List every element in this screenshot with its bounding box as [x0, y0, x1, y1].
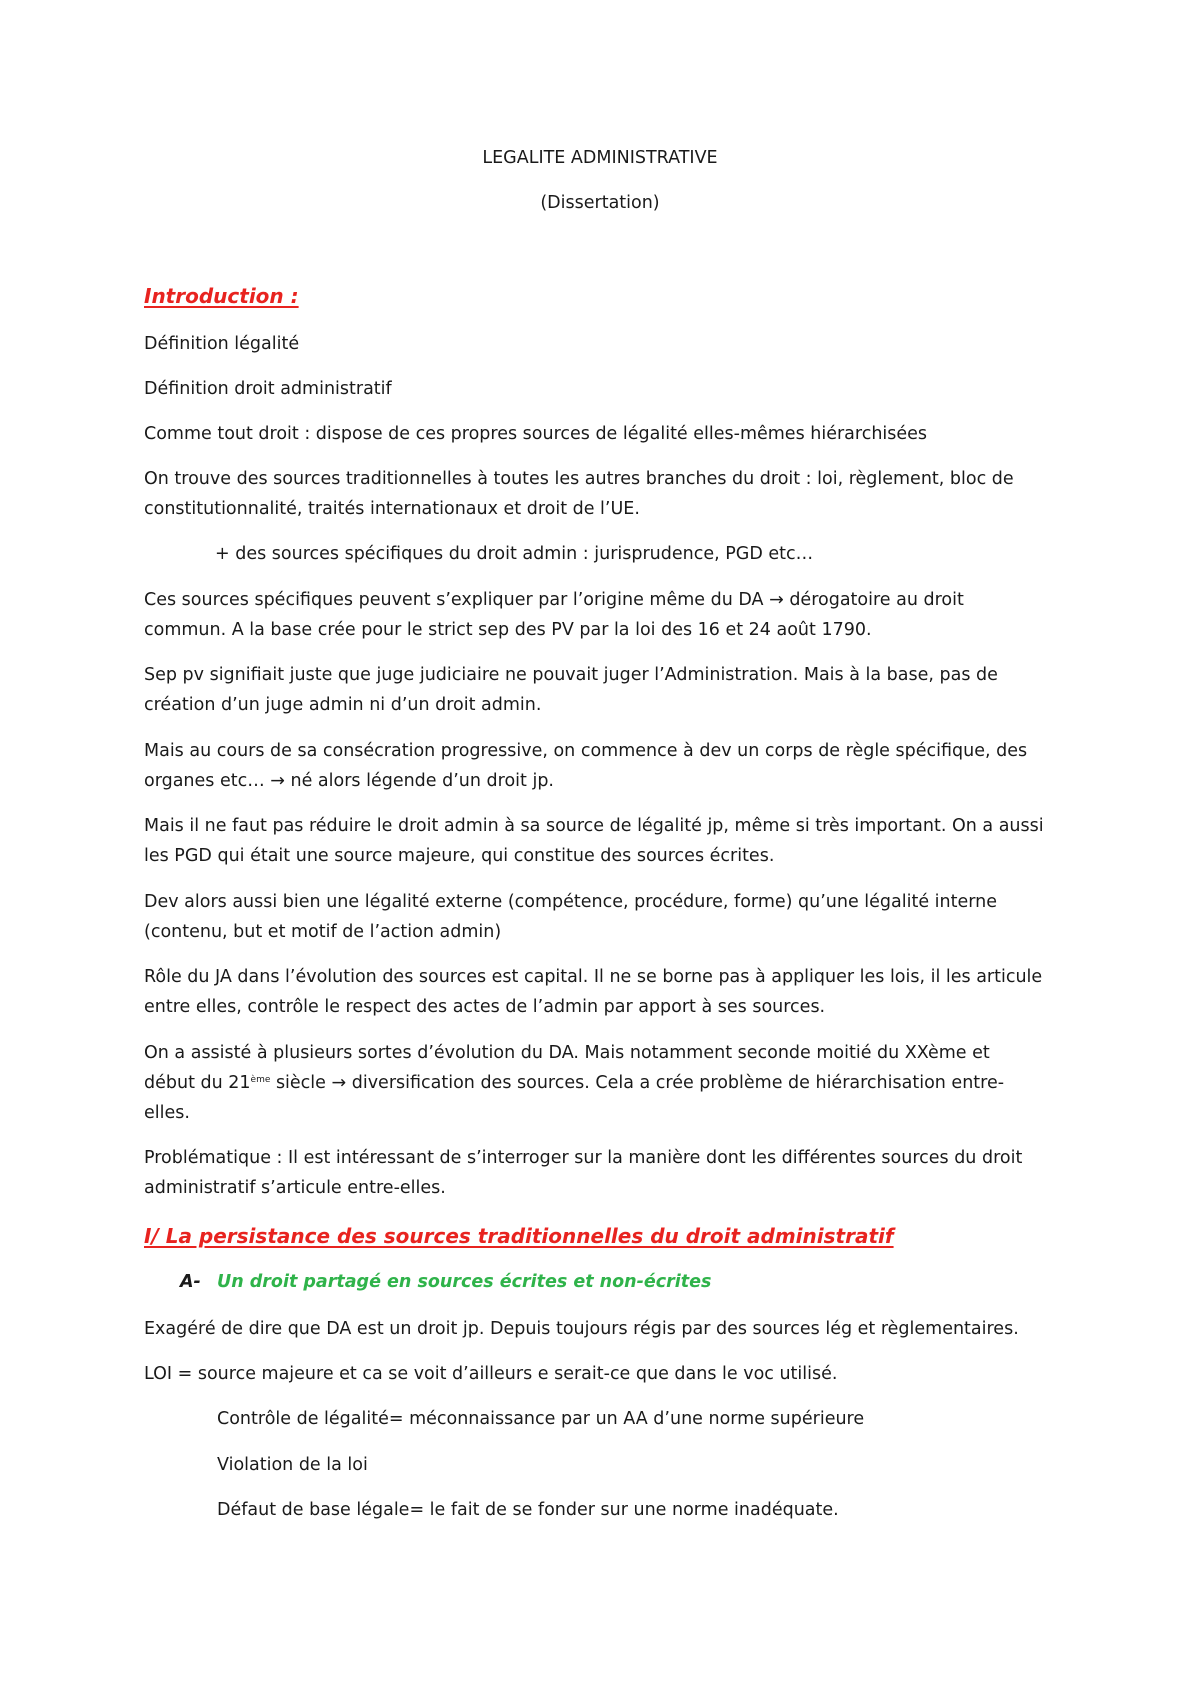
- superscript: ème: [250, 1075, 271, 1085]
- intro-line: Définition légalité: [144, 334, 300, 354]
- document-title: LEGALITE ADMINISTRATIVE: [482, 148, 718, 168]
- subsection-title: Un droit partagé en sources écrites et non-écrites: [217, 1272, 712, 1292]
- subsection-marker: A-: [180, 1272, 201, 1292]
- intro-line-part: siècle → diversification des sources. Cela a crée problème de hiérarchisation entre-: [270, 1073, 1005, 1093]
- intro-line: Ces sources spécifiques peuvent s’expliquer par l’origine même du DA → dérogatoire au droit: [144, 590, 964, 610]
- intro-line: Sep pv signifiait juste que juge judiciaire ne pouvait juger l’Administration. Mais à la base, pas de: [144, 665, 998, 685]
- section-line-indented: Défaut de base légale= le fait de se fonder sur une norme inadéquate.: [217, 1500, 839, 1520]
- intro-line: [144, 1073, 1004, 1093]
- intro-line: (contenu, but et motif de l’action admin): [144, 922, 502, 942]
- intro-line: Rôle du JA dans l’évolution des sources est capital. Il ne se borne pas à appliquer les lois, il les articule: [144, 967, 1043, 987]
- intro-line-indented: + des sources spécifiques du droit admin : jurisprudence, PGD etc…: [215, 544, 814, 564]
- intro-line: On a assisté à plusieurs sortes d’évolution du DA. Mais notamment seconde moitié du XXème et: [144, 1043, 990, 1063]
- intro-line: elles.: [144, 1103, 190, 1123]
- intro-line: organes etc… → né alors légende d’un droit jp.: [144, 771, 554, 791]
- introduction-heading: Introduction :: [144, 284, 299, 308]
- intro-line: Mais il ne faut pas réduire le droit admin à sa source de légalité jp, même si très important. On a aussi: [144, 816, 1044, 836]
- intro-line: commun. A la base crée pour le strict sep des PV par la loi des 16 et 24 août 1790.: [144, 620, 872, 640]
- section-line: LOI = source majeure et ca se voit d’ailleurs e serait-ce que dans le voc utilisé.: [144, 1364, 838, 1384]
- section-line-indented: Contrôle de légalité= méconnaissance par un AA d’une norme supérieure: [217, 1409, 865, 1429]
- document-subtitle: (Dissertation): [540, 193, 660, 213]
- intro-line: constitutionnalité, traités internationaux et droit de l’UE.: [144, 499, 640, 519]
- intro-line: Comme tout droit : dispose de ces propres sources de légalité elles-mêmes hiérarchisées: [144, 424, 928, 444]
- intro-line: création d’un juge admin ni d’un droit admin.: [144, 695, 542, 715]
- intro-line: les PGD qui était une source majeure, qui constitue des sources écrites.: [144, 846, 775, 866]
- intro-line: entre elles, contrôle le respect des actes de l’admin par apport à ses sources.: [144, 997, 826, 1017]
- intro-line: Dev alors aussi bien une légalité externe (compétence, procédure, forme) qu’une légalité interne: [144, 892, 997, 912]
- intro-line: On trouve des sources traditionnelles à toutes les autres branches du droit : loi, règlement, bloc de: [144, 469, 1014, 489]
- section-heading: I/ La persistance des sources traditionnelles du droit administratif: [144, 1224, 894, 1248]
- intro-line-part: début du 21: [144, 1073, 251, 1093]
- section-line-indented: Violation de la loi: [217, 1455, 368, 1475]
- intro-line: administratif s’articule entre-elles.: [144, 1178, 446, 1198]
- intro-line: Définition droit administratif: [144, 379, 392, 399]
- intro-line: Problématique : Il est intéressant de s’interroger sur la manière dont les différentes sources du droit: [144, 1148, 1023, 1168]
- intro-line: Mais au cours de sa consécration progressive, on commence à dev un corps de règle spécifique, des: [144, 741, 1028, 761]
- section-line: Exagéré de dire que DA est un droit jp. Depuis toujours régis par des sources lég et règlementaires.: [144, 1319, 1019, 1339]
